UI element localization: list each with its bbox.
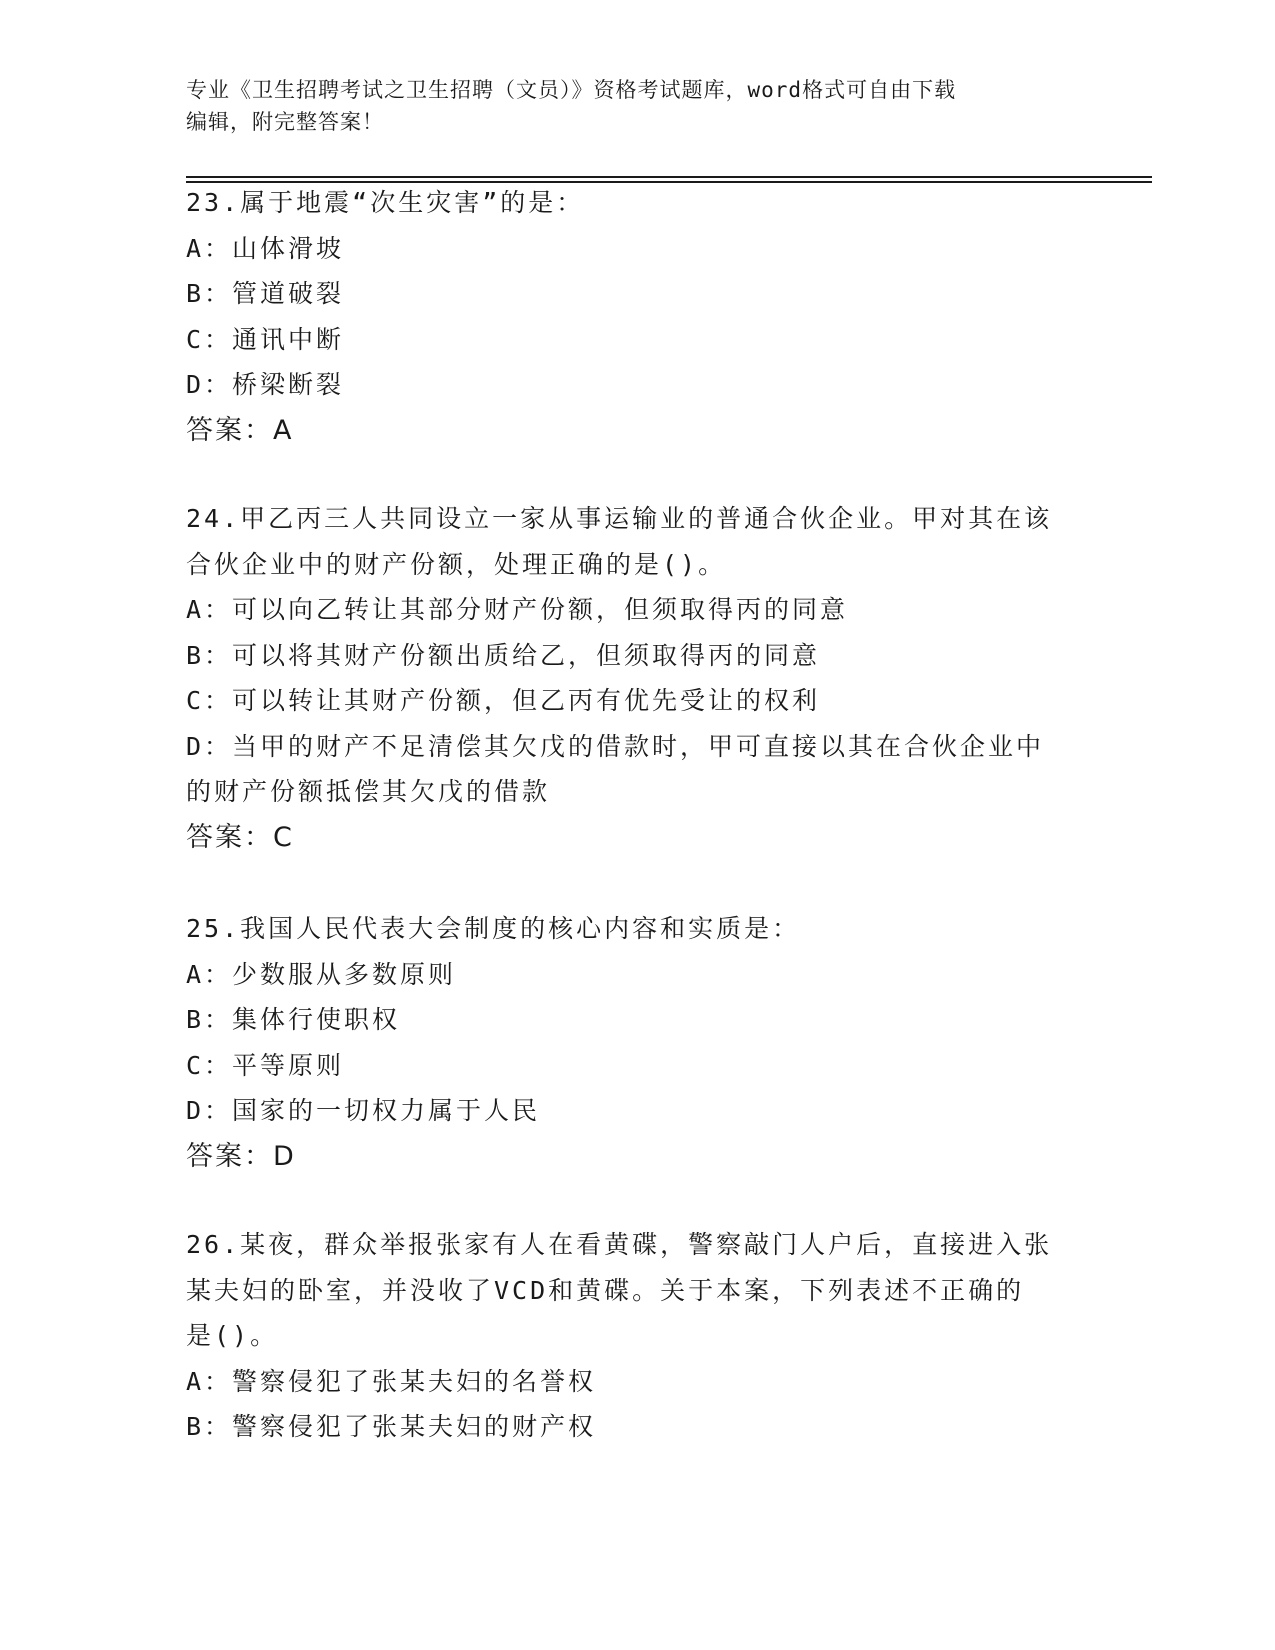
option-a: A：山体滑坡 bbox=[186, 233, 345, 263]
header-divider bbox=[186, 176, 1152, 178]
option-c: C：可以转让其财产份额，但乙丙有优先受让的权利 bbox=[186, 686, 821, 715]
option-b: B：管道破裂 bbox=[186, 279, 345, 308]
option-c: C：平等原则 bbox=[186, 1050, 345, 1080]
question-stem: 某夫妇的卧室，并没收了VCD和黄碟。关于本案，下列表述不正确的 bbox=[186, 1275, 1025, 1305]
question-stem: 是()。 bbox=[186, 1321, 279, 1350]
option-a: A：警察侵犯了张某夫妇的名誉权 bbox=[186, 1366, 597, 1396]
option-d: D：桥梁断裂 bbox=[186, 370, 345, 399]
option-a: A：可以向乙转让其部分财产份额，但须取得丙的同意 bbox=[186, 595, 849, 624]
header-line: 编辑，附完整答案！ bbox=[186, 110, 384, 134]
question-stem: 23.属于地震“次生灾害”的是： bbox=[186, 188, 585, 217]
question-stem: 26.某夜，群众举报张家有人在看黄碟，警察敲门人户后，直接进入张 bbox=[186, 1230, 1053, 1259]
question-stem: 合伙企业中的财产份额，处理正确的是()。 bbox=[186, 549, 727, 579]
question-stem: 25.我国人民代表大会制度的核心内容和实质是： bbox=[186, 914, 801, 943]
question-stem: 24.甲乙丙三人共同设立一家从事运输业的普通合伙企业。甲对其在该 bbox=[186, 504, 1053, 533]
answer-line: 答案：C bbox=[186, 821, 294, 853]
question-block bbox=[186, 906, 1086, 1179]
option-b: B：警察侵犯了张某夫妇的财产权 bbox=[186, 1412, 597, 1441]
option-b: B：集体行使职权 bbox=[186, 1005, 401, 1034]
document-header bbox=[186, 74, 1076, 138]
option-d-continued: 的财产份额抵偿其欠戊的借款 bbox=[186, 777, 551, 806]
option-d: D：国家的一切权力属于人民 bbox=[186, 1096, 541, 1125]
option-a: A：少数服从多数原则 bbox=[186, 959, 457, 989]
answer-line: 答案：A bbox=[186, 414, 294, 446]
option-d: D：当甲的财产不足清偿其欠戊的借款时，甲可直接以其在合伙企业中 bbox=[186, 731, 1045, 761]
option-b: B：可以将其财产份额出质给乙，但须取得丙的同意 bbox=[186, 640, 821, 670]
answer-line: 答案：D bbox=[186, 1140, 296, 1172]
question-block bbox=[186, 180, 1086, 453]
question-block bbox=[186, 1222, 1086, 1450]
header-line: 专业《卫生招聘考试之卫生招聘（文员）》资格考试题库，word格式可自由下载 bbox=[186, 78, 957, 102]
question-block bbox=[186, 496, 1086, 860]
option-c: C：通讯中断 bbox=[186, 324, 345, 354]
